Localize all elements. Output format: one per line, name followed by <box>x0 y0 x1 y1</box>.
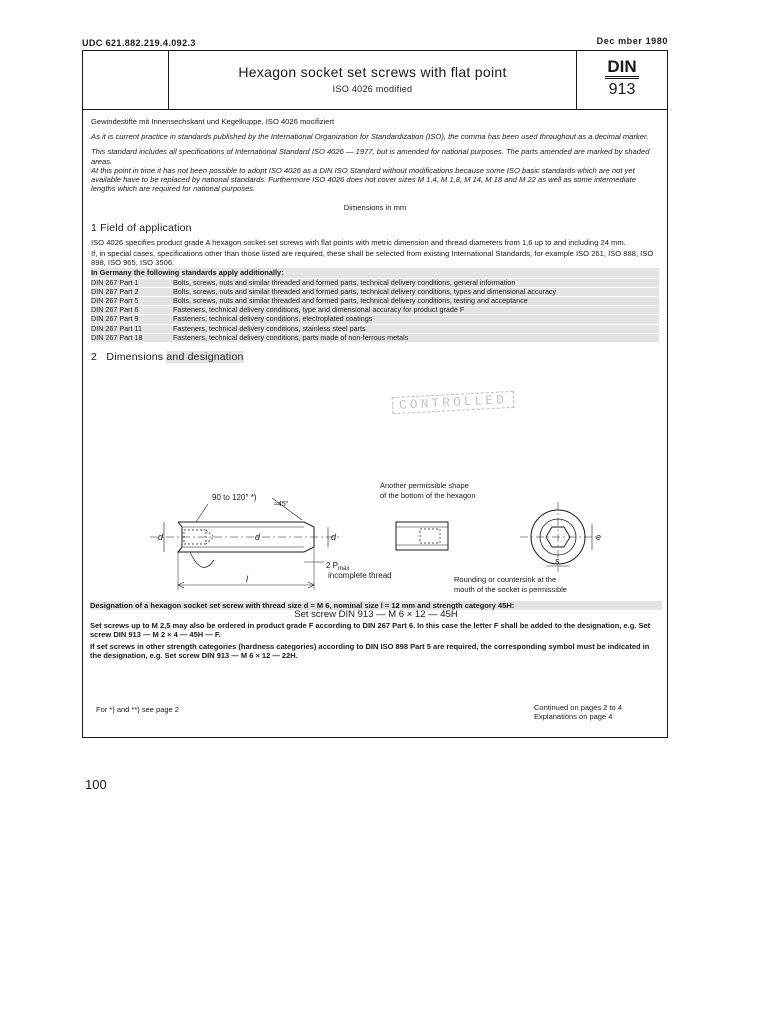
section-2-heading <box>91 353 659 362</box>
socket-bottom-arc <box>190 552 214 567</box>
continuation-note <box>534 703 622 721</box>
standard-code: DIN 267 Part 6 <box>91 306 173 314</box>
grade-f-note: Set screws up to M 2,5 may also be ordered in product grade F according to DIN 267 Part 6. In this case the letter F shall be added to the designation, e.g. Set screw DIN 913 — M 2 × 4 — 45H — F. <box>90 620 651 640</box>
din-label: DIN <box>605 59 638 79</box>
section-2-heading-part-2: and designation <box>166 351 244 364</box>
section-1-paragraph-2: If, in special cases, specifications other than those listed are required, these shall be selected from existing International Standards, for example ISO 261, ISO 888, ISO 898, ISO 965, ISO 3506. <box>91 249 654 268</box>
german-title: Gewindestifte mit Innensechskant und Kegelkuppe, ISO 4026 mocifiziert <box>91 117 335 126</box>
set-screw-drawing <box>90 480 658 598</box>
rounding-label-1: Rounding or countersink at the <box>454 575 557 584</box>
standard-description: Fasteners, technical delivery conditions, stainless steel parts <box>173 325 659 333</box>
standard-code: DIN 267 Part 11 <box>91 325 173 333</box>
standard-row <box>91 288 659 296</box>
alt-shape-outline <box>396 522 448 550</box>
title-block-main-cell <box>169 51 577 109</box>
hexagon-bottom-alt-drawing <box>396 522 448 550</box>
angle-label: 90 to 120° *) <box>212 493 257 502</box>
amendment-note: This standard includes all specifications of International Standard ISO 4026 — 1977, but is amended for national purposes. The parts amended are marked by shaded areas. <box>91 147 650 166</box>
decimal-marker-note: As it is current practice in standards published by the International Organization for Standardization (ISO), the comma has been used throughout as a decimal marker. <box>91 132 649 142</box>
pmax-label-main: 2 P <box>326 561 339 570</box>
standard-code: DIN 267 Part 9 <box>91 315 173 323</box>
standard-row <box>91 297 659 305</box>
side-view-drawing <box>150 498 340 590</box>
standard-row <box>91 279 659 287</box>
l-label: l <box>246 574 248 584</box>
d-label-inner: d <box>255 532 261 542</box>
standard-code: DIN 267 Part 5 <box>91 297 173 305</box>
publication-date: Dec mber 1980 <box>596 36 668 46</box>
pmax-subscript: max <box>338 566 350 572</box>
standard-description: Bolts, screws, nuts and similar threaded and formed parts, technical delivery conditions, testing and acceptance <box>173 297 659 305</box>
standard-description: Fasteners, technical delivery conditions, electroplated coatings <box>173 315 659 323</box>
explanations-page: Explanations on page 4 <box>534 712 613 721</box>
standard-code: DIN 267 Part 2 <box>91 288 173 296</box>
dimensions-note: Dimensions in mm <box>343 203 407 213</box>
document-body <box>91 117 659 367</box>
designation-example: Set screw DIN 913 — M 6 × 12 — 45H <box>294 609 458 621</box>
alt-shape-socket <box>420 529 440 543</box>
chamfer-label: ≈45° <box>274 501 289 508</box>
section-2-heading-part-1: Dimensions <box>106 351 164 364</box>
udc-number: UDC 621.882.219.4.092.3 <box>82 38 196 48</box>
angle-leader <box>196 504 208 522</box>
standard-description: Bolts, screws, nuts and similar threaded and formed parts, technical delivery conditions, general information <box>173 279 659 287</box>
controlled-stamp: CONTROLLED <box>392 391 515 414</box>
d-label-left: d <box>158 532 164 542</box>
e-label: e <box>596 532 602 542</box>
standard-description: Fasteners, technical delivery conditions, type and dimensional accuracy for product grade F <box>173 306 659 314</box>
section-1-paragraph-1: ISO 4026 specifies product grade A hexagon socket set screws with flat points with metric dimension and thread diameters from 1,6 up to and including 24 mm. <box>91 237 626 247</box>
standard-description: Fasteners, technical delivery conditions, parts made of non-ferrous metals <box>173 334 659 342</box>
section-2-number: 2 <box>91 351 98 364</box>
standard-row <box>91 334 659 342</box>
dp-label: d <box>331 532 337 542</box>
title-block-left-cell <box>83 51 169 109</box>
strength-category-note: If set screws in other strength categories (hardness categories) according to DIN ISO 898 Part 5 are required, the corresponding symbol must be indicated in the designation, e.g. Set screw DIN 913 — M 6 × 12 — 22H. <box>90 641 650 661</box>
s-label: s <box>555 556 560 566</box>
din-number: 913 <box>608 81 636 98</box>
standard-code: DIN 267 Part 18 <box>91 334 173 342</box>
standard-row <box>91 315 659 323</box>
standard-row <box>91 325 659 333</box>
standard-row <box>91 306 659 314</box>
document-title: Hexagon socket set screws with flat point <box>238 64 507 80</box>
page-number: 100 <box>85 777 107 792</box>
designation-description: Designation of a hexagon socket set screw with thread size d = M 6, nominal size l = 12 mm and strength category 45H: <box>90 601 662 610</box>
document-subtitle: ISO 4026 modified <box>332 84 413 94</box>
adoption-note: At this point in time it has not been possible to adopt ISO 4026 as a DIN ISO Standard without modifications because some ISO basic standards which are not yet available have to be replaced by national standards. Furthermore ISO 4026 does not cover sizes M 1,4, M 1,8, M 14, M 18 and M 22 as well as some intermediate lengths which are required for national purposes. <box>91 165 636 194</box>
section-1-heading: 1 Field of application <box>91 221 192 234</box>
standard-code: DIN 267 Part 1 <box>91 279 173 287</box>
title-block <box>83 51 667 110</box>
designation-section <box>90 601 662 660</box>
standard-description: Bolts, screws, nuts and similar threaded and formed parts, technical delivery conditions, types and dimensional accuracy <box>173 288 659 296</box>
another-shape-label-1: Another permissible shape <box>380 481 469 490</box>
din-number-cell <box>577 51 667 109</box>
another-shape-label-2: of the bottom of the hexagon <box>380 491 476 500</box>
footnote-reference: For *) and **) see page 2 <box>96 705 179 714</box>
rounding-label-2: mouth of the socket is permissible <box>454 585 567 594</box>
incomplete-thread-label: incomplete thread <box>328 571 392 580</box>
germany-standards-line: In Germany the following standards apply additionally: <box>91 268 659 277</box>
continued-on-pages: Continued on pages 2 to 4 <box>534 703 622 712</box>
